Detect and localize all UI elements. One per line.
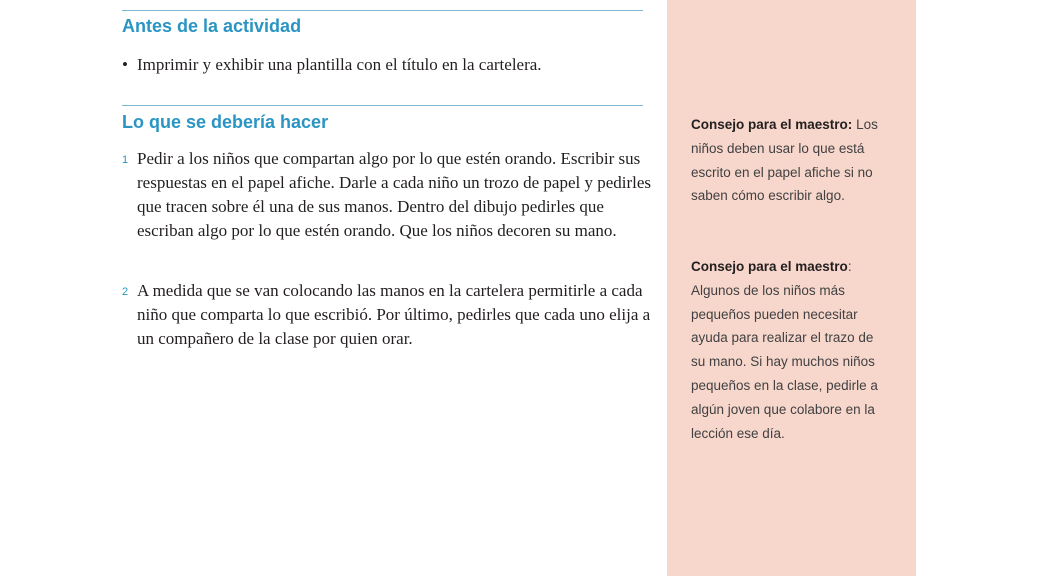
item-text: A medida que se van colocando las manos en la cartelera permitirle a cada niño que comparta lo que escribió. Por último, pedirles que cada uno elija a un compañero de la clase por quien orar.: [137, 281, 651, 348]
teacher-tips-sidebar: [667, 0, 916, 576]
bullet-item: [122, 53, 652, 77]
numbered-item-1: [122, 147, 652, 243]
bullet-text: Imprimir y exhibir una plantilla con el título en la cartelera.: [137, 55, 542, 74]
bullet-mark: •: [122, 55, 128, 74]
section-divider-top: [122, 10, 643, 11]
tip-text: : Algunos de los niños más pequeños pueden necesitar ayuda para realizar el trazo de su mano. Si hay muchos niños pequeños en la clase, pedirle a algún joven que colabore en la lección ese día.: [691, 259, 878, 441]
item-number: 2: [122, 286, 129, 298]
tip-label: Consejo para el maestro:: [691, 117, 853, 132]
numbered-item-2: [122, 279, 652, 351]
tip-text: Los niños deben usar lo que está escrito en el papel afiche si no saben cómo escribir algo.: [691, 117, 878, 204]
item-text: Pedir a los niños que compartan algo por lo que estén orando. Escribir sus respuestas en el papel afiche. Darle a cada niño un trozo de papel y pedirles que tracen sobre él una de sus manos. Dentro del dibujo pedirles que escriban algo por lo que estén orando. Que los niños decoren su mano.: [137, 149, 652, 240]
tip-label: Consejo para el maestro: [691, 259, 848, 274]
section-divider-middle: [122, 105, 643, 106]
heading-lo-que-se-deberia-hacer: Lo que se debería hacer: [122, 112, 329, 132]
item-number: 1: [122, 154, 129, 166]
teacher-tip-2: [691, 255, 891, 445]
teacher-tip-1: [691, 113, 891, 208]
heading-antes-de-la-actividad: Antes de la actividad: [122, 16, 302, 36]
